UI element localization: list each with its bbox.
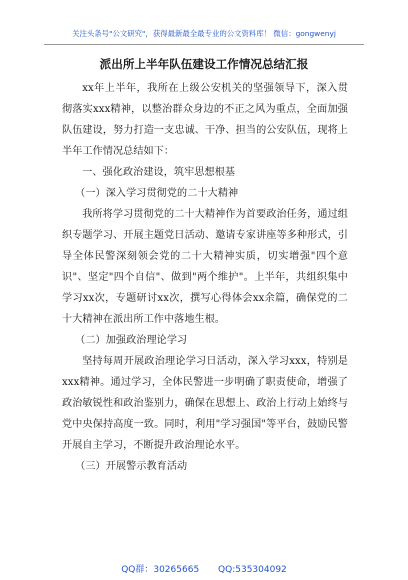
qq-group-text: QQ群：30265665 — [121, 565, 200, 575]
section-heading-1: 一、强化政治建设，筑牢思想根基 — [82, 167, 236, 178]
qq-number-text: QQ:535304092 — [218, 565, 287, 575]
subsection-1-paragraph: 我所将学习贯彻党的二十大精神作为首要政治任务，通过组织专题学习、开展主题党日活动、邀请专家讲座等多种形式，引导全体民警深刻领会党的二十大精神实质，切实增强"四个意识"、坚定"四个自信"、做到"两个维护"。上半年，共组织集中学习xx次，专题研讨xx次，撰写心得体会xx余篇，确保党的二十大精神在派出所工作中落地生根。 — [62, 209, 348, 325]
subsection-heading-1: （一）深入学习贯彻党的二十大精神 — [75, 188, 239, 199]
intro-paragraph: xx年上半年，我所在上级公安机关的坚强领导下，深入贯彻落实xxx精神，以整治群众身边的不正之风为重点，全面加强队伍建设，努力打造一支忠诚、干净、担当的公安队伍，现将上半年工作情况总结如下： — [62, 83, 348, 157]
footer-contact — [0, 562, 408, 575]
header-divider — [44, 44, 364, 45]
subsection-heading-2: （二）加强政治理论学习 — [75, 335, 188, 346]
document-body — [62, 78, 348, 477]
subsection-2-paragraph: 坚持每周开展政治理论学习日活动，深入学习xxx，特别是xxx精神。通过学习，全体民警进一步明确了职责使命，增强了政治敏锐性和政治鉴别力，确保在思想上、政治上行动上始终与党中央保持高度一致。同时，利用"学习强国"等平台，鼓励民警开展自主学习，不断提升政治理论水平。 — [62, 356, 348, 451]
document-title: 派出所上半年队伍建设工作情况总结汇报 — [99, 57, 309, 71]
promo-banner[interactable]: 关注头条号"公文研究"，获得最新最全最专业的公文资料库！ 微信：gongwenyj — [72, 29, 336, 38]
subsection-heading-3: （三）开展警示教育活动 — [75, 461, 188, 472]
